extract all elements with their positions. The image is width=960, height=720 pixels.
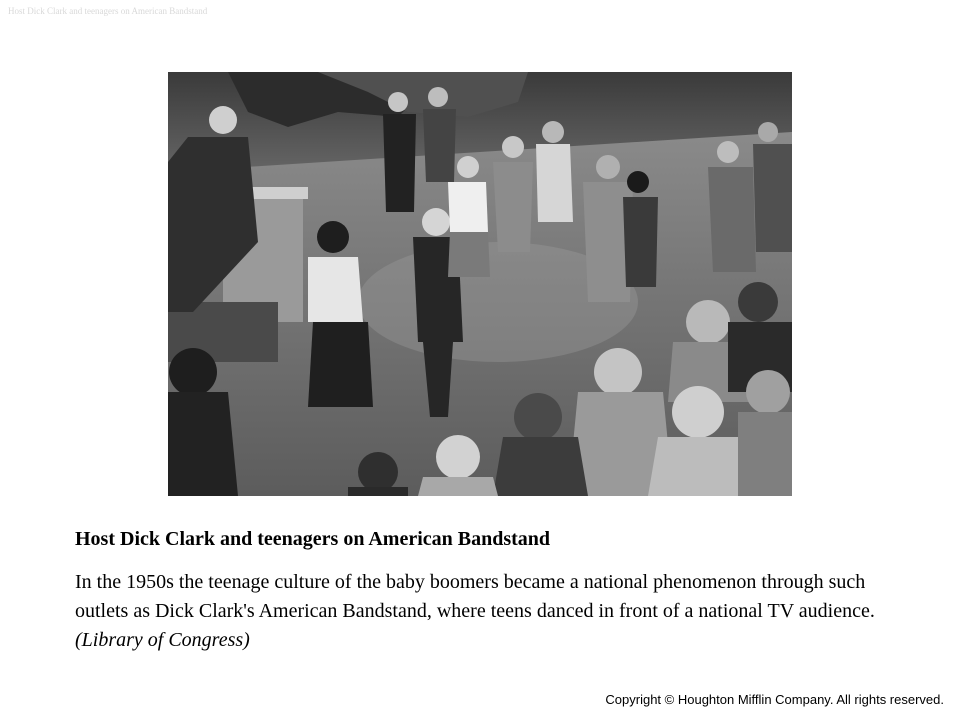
caption-title: Host Dick Clark and teenagers on American Bandstand [75,528,551,550]
caption-credit: (Library of Congress) [75,629,250,651]
slide-header-text: Host Dick Clark and teenagers on American Bandstand [8,6,208,16]
photo-illustration [168,72,792,496]
caption-body [75,568,905,655]
bandstand-photo [168,72,792,496]
caption-body-text: In the 1950s the teenage culture of the baby boomers became a national phenomenon through such outlets as Dick Clark's American Bandstand, where teens danced in front of a national TV audience. [75,571,875,622]
copyright-notice: Copyright © Houghton Mifflin Company. All rights reserved. [605,692,944,707]
host-head [209,106,237,134]
